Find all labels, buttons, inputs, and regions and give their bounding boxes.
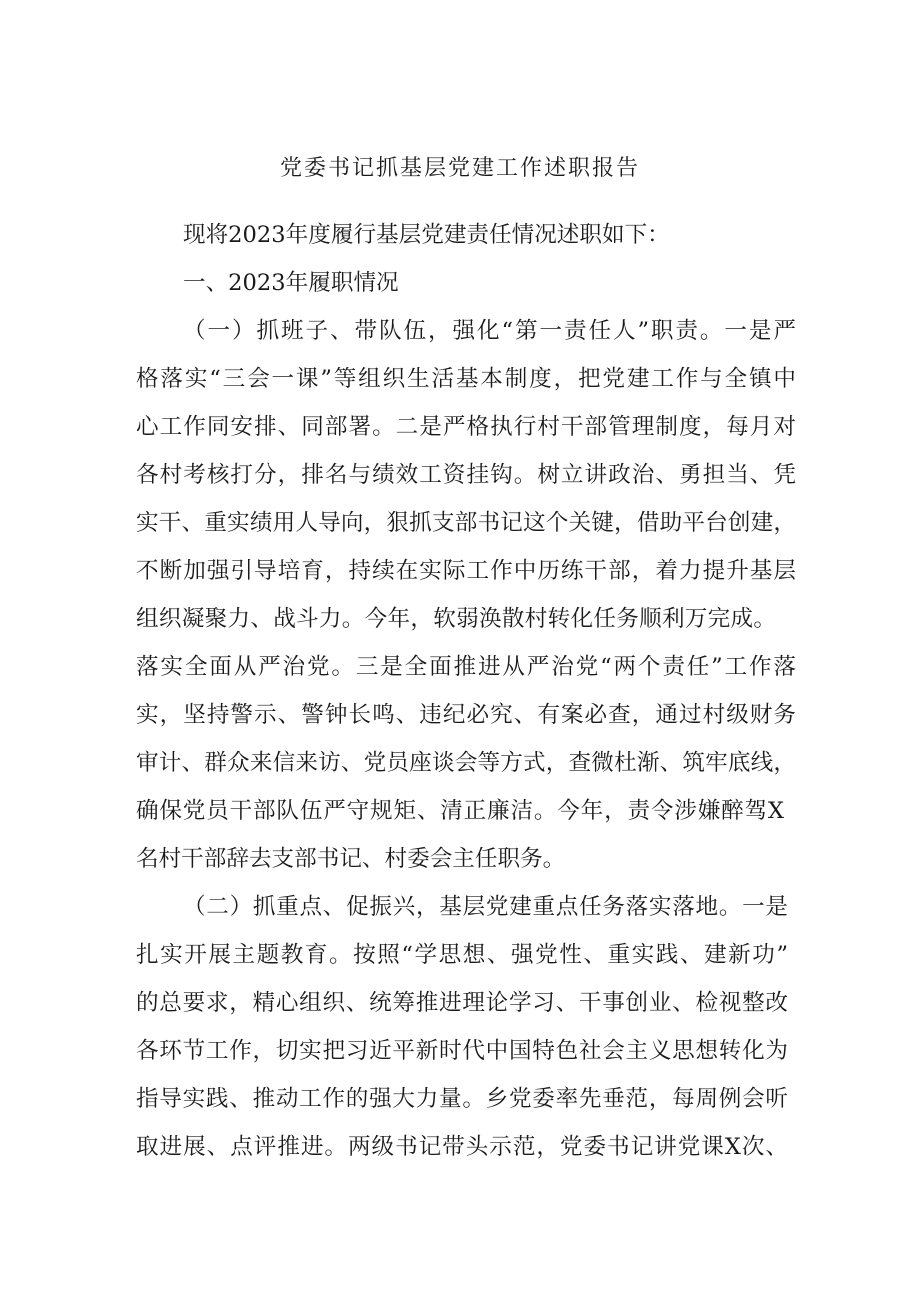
paragraph1-line: 实，坚持警示、警钟长鸣、违纪必究、有案必查，通过村级财务 — [136, 702, 796, 728]
section-heading: 一、2023年履职情况 — [183, 270, 399, 296]
paragraph2-line: 取进展、点评推进。两级书记带头示范，党委书记讲党课X次、 — [136, 1134, 788, 1160]
paragraph1-line: 审计、群众来信来访、党员座谈会等方式，查微杜渐、筑牢底线， — [136, 750, 796, 776]
paragraph1-line: 实干、重实绩用人导向，狠抓支部书记这个关键，借助平台创建， — [136, 510, 796, 536]
paragraph2-line: 扎实开展主题教育。按照“学思想、强党性、重实践、建新功” — [136, 942, 788, 968]
paragraph1-line: （一）抓班子、带队伍，强化“第一责任人”职责。一是严 — [183, 318, 796, 344]
paragraph1-line: 格落实“三会一课”等组织生活基本制度，把党建工作与全镇中 — [136, 366, 796, 392]
paragraph1-line: 各村考核打分，排名与绩效工资挂钩。树立讲政治、勇担当、凭 — [136, 462, 796, 488]
document-title: 党委书记抓基层党建工作述职报告 — [279, 156, 640, 181]
paragraph1-line: 确保党员干部队伍严守规矩、清正廉洁。今年，责令涉嫌醉驾X — [136, 798, 784, 824]
paragraph1-line: 组织凝聚力、战斗力。今年，软弱涣散村转化任务顺利万完成。 — [136, 606, 776, 632]
paragraph2-line: （二）抓重点、促振兴，基层党建重点任务落实落地。一是 — [183, 894, 788, 920]
paragraph1-line: 心工作同安排、同部署。二是严格执行村干部管理制度，每月对 — [136, 414, 796, 440]
paragraph1-line: 落实全面从严治党。三是全面推进从严治党“两个责任”工作落 — [136, 654, 796, 680]
paragraph2-line: 指导实践、推动工作的强大力量。乡党委率先垂范，每周例会听 — [136, 1086, 788, 1112]
paragraph2-line: 的总要求，精心组织、统筹推进理论学习、干事创业、检视整改 — [136, 990, 788, 1016]
intro-line: 现将2023年度履行基层党建责任情况述职如下： — [183, 222, 670, 248]
paragraph2-line: 各环节工作，切实把习近平新时代中国特色社会主义思想转化为 — [136, 1038, 788, 1064]
paragraph1-line: 不断加强引导培育，持续在实际工作中历练干部，着力提升基层 — [136, 558, 796, 584]
paragraph1-line: 名村干部辞去支部书记、村委会主任职务。 — [136, 846, 566, 872]
